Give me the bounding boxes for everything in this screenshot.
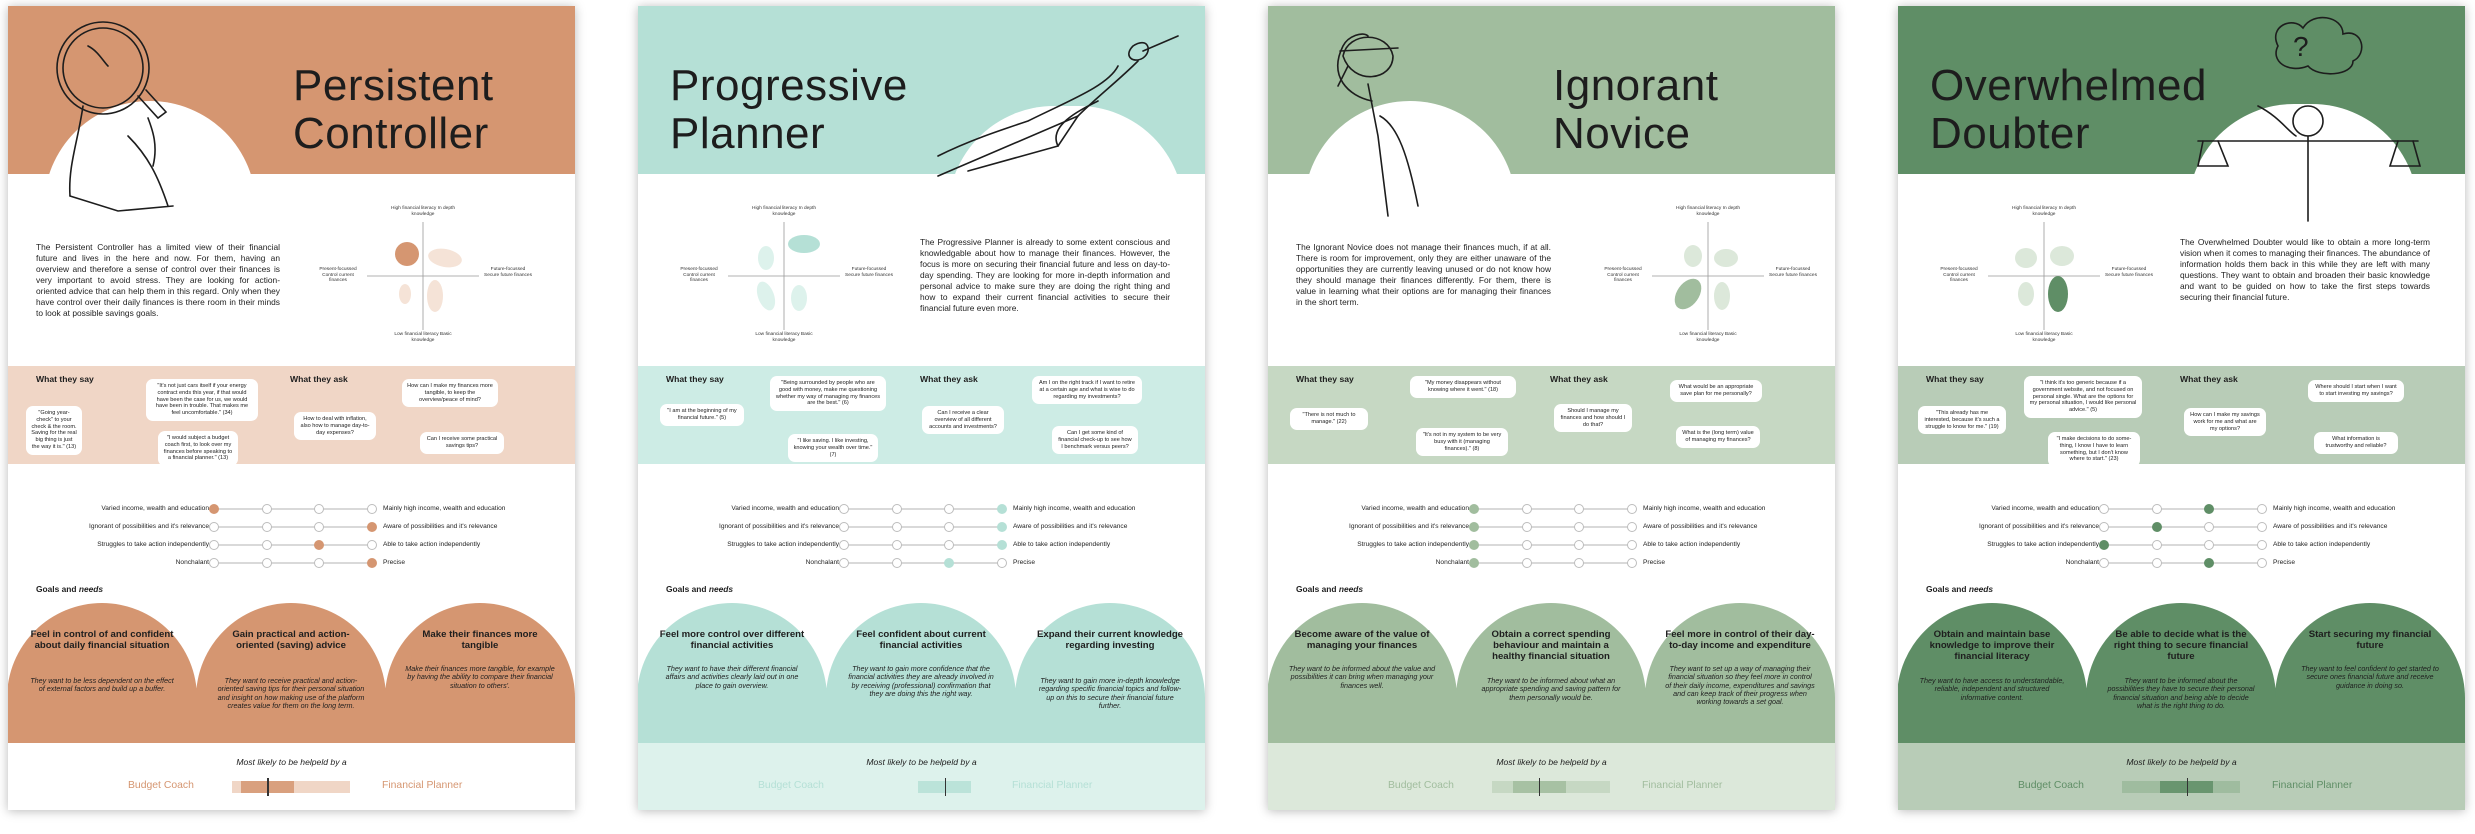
what-they-say-heading: What they say bbox=[666, 374, 724, 384]
goals-heading: Goals and needs bbox=[36, 584, 104, 594]
quote-bubble: "Being surrounded by people who are good with money, make me questioning whether my way of managing my finances are the best." (6) bbox=[770, 376, 886, 411]
quote-bubble: "I like saving. I like investing, knowing your wealth over time." (7) bbox=[788, 434, 878, 462]
trait-scale-dot bbox=[2152, 558, 2162, 568]
hero-banner bbox=[1898, 6, 2465, 174]
persona-title bbox=[1930, 62, 2207, 158]
goal-description: They want to set up a way of managing their financial situation so they feel more in control of their daily income, expenditures and savings and can keep track of their progress when working towards a set goal. bbox=[1665, 664, 1815, 707]
trait-scale-dot bbox=[314, 522, 324, 532]
helper-scale bbox=[2122, 781, 2240, 793]
helper-scale-marker bbox=[2187, 778, 2188, 796]
question-bubble: Should I manage my finances and how should I do that? bbox=[1554, 404, 1632, 432]
trait-scale-dot bbox=[892, 522, 902, 532]
trait-right-label: Precise bbox=[1643, 559, 1665, 566]
goal-title: Obtain and maintain base knowledge to improve their financial literacy bbox=[1929, 629, 2055, 662]
trait-scale-dot bbox=[1469, 522, 1479, 532]
persona-card-ignorant-novice bbox=[1268, 6, 1835, 810]
goals-heading: Goals and needs bbox=[666, 584, 734, 594]
goal-description: They want to receive practical and action-oriented saving tips for their personal situation and insight on how making use of the platform creates value for them on the long term. bbox=[217, 676, 365, 710]
trait-left-label: Struggles to take action independently bbox=[97, 541, 209, 548]
persona-card-persistent-controller bbox=[8, 6, 575, 810]
trait-right-label: Mainly high income, wealth and education bbox=[2273, 505, 2396, 512]
what-they-ask-heading: What they ask bbox=[290, 374, 348, 384]
trait-track bbox=[844, 526, 1002, 528]
title-line-1: Persistent bbox=[293, 61, 494, 110]
helper-question: Most likely to be helpeld by a bbox=[866, 757, 977, 767]
persona-description: The Ignorant Novice does not manage their finances much, if at all. There is room for improvement, only they are either unaware of the opportunities they are currently leaving unused or do not know how they should manage their finances differently. For them, there is value in learning what their options are for managing their finances in the short term. bbox=[1296, 242, 1551, 307]
trait-scale-dot bbox=[1522, 558, 1532, 568]
trait-left-label: Varied income, wealth and education bbox=[1361, 505, 1469, 512]
trait-scale-dot bbox=[839, 522, 849, 532]
trait-right-label: Aware of possibilities and it's relevance bbox=[1643, 523, 1758, 530]
trait-scale-dot bbox=[1574, 504, 1584, 514]
trait-left-label: Varied income, wealth and education bbox=[731, 505, 839, 512]
trait-scale-row bbox=[1898, 538, 2465, 552]
trait-left-label: Nonchalant bbox=[175, 559, 209, 566]
quote-bubble: "I make decisions to do some-thing, I know I have to learn something, but I don't know where to start." (23) bbox=[2048, 432, 2140, 467]
quote-bubble: "There is not much to manage." (22) bbox=[1290, 408, 1368, 430]
helper-scale-marker bbox=[945, 778, 946, 796]
persona-description: The Persistent Controller has a limited view of their financial future and lives in the here and now. For them, having an overview and therefore a sense of control over their finances is very important to avoid stress. They are looking for action-oriented advice that can help them in this regard. Only when they have control over their daily finances is there room in their minds to look at possible savings goals. bbox=[36, 242, 280, 318]
matrix-label-left: Present-focussed Control current finances bbox=[1940, 267, 1978, 284]
quadrant-petal-active bbox=[395, 242, 419, 266]
persona-title bbox=[293, 62, 494, 158]
trait-scale-dot bbox=[1574, 540, 1584, 550]
trait-left-label: Ignorant of possibilities and it's relevance bbox=[1348, 523, 1469, 530]
trait-scale-dot bbox=[2099, 540, 2109, 550]
trait-scale-dot bbox=[262, 522, 272, 532]
financial-planner-label: Financial Planner bbox=[2272, 780, 2353, 791]
what-they-say-heading: What they say bbox=[1926, 374, 1984, 384]
question-bubble: Am I on the right track if I want to retire at a certain age and what is wise to do regarding my investments? bbox=[1032, 376, 1142, 404]
trait-right-label: Precise bbox=[383, 559, 405, 566]
title-line-1: Progressive bbox=[670, 61, 908, 110]
say-ask-band bbox=[8, 366, 575, 464]
trait-scale-row bbox=[638, 556, 1205, 570]
trait-scale-dot bbox=[944, 522, 954, 532]
matrix-label-top: High financial literacy In depth knowledge bbox=[2012, 206, 2076, 217]
trait-scale-row bbox=[1268, 556, 1835, 570]
svg-text:?: ? bbox=[2293, 31, 2309, 62]
trait-scale-dot bbox=[1574, 558, 1584, 568]
trait-right-label: Aware of possibilities and it's relevance bbox=[1013, 523, 1128, 530]
what-they-ask-heading: What they ask bbox=[2180, 374, 2238, 384]
goals-heading: Goals and needs bbox=[1926, 584, 1994, 594]
trait-right-label: Precise bbox=[2273, 559, 2295, 566]
trait-right-label: Able to take action independently bbox=[1643, 541, 1741, 548]
trait-scale-dot bbox=[209, 540, 219, 550]
financial-planner-label: Financial Planner bbox=[1642, 780, 1723, 791]
goal-column bbox=[2275, 603, 2465, 743]
matrix-label-top: High financial literacy In depth knowledge bbox=[752, 206, 816, 217]
trait-scale-dot bbox=[1522, 504, 1532, 514]
persona-card-overwhelmed-doubter bbox=[1898, 6, 2465, 810]
trait-scale-dot bbox=[1627, 540, 1637, 550]
trait-scale-dot bbox=[367, 558, 377, 568]
goal-description: They want to gain more in-depth knowledge regarding specific financial topics and follow-up on this to secure their financial future further. bbox=[1038, 676, 1182, 710]
question-bubble: How can I make my finances more tangible, to keep the overview/peace of mind? bbox=[402, 379, 498, 407]
trait-scale-dot bbox=[262, 558, 272, 568]
question-bubble: What is the (long term) value of managing my finances? bbox=[1676, 426, 1760, 448]
quote-bubble: "I think it's too generic because if a government website, and not focused on personal single. What are the options for my personal situation, I would like personal advice." (5) bbox=[2024, 376, 2142, 418]
confused-person-illustration bbox=[1268, 6, 1835, 236]
goal-column bbox=[826, 603, 1016, 743]
trait-scale-dot bbox=[1627, 504, 1637, 514]
goal-title: Make their finances more tangible bbox=[422, 629, 538, 651]
goal-column bbox=[196, 603, 386, 743]
title-line-2: Planner bbox=[670, 109, 826, 158]
say-ask-band bbox=[1268, 366, 1835, 464]
matrix-label-right: Future-focussed Secure future finances bbox=[845, 267, 893, 278]
trait-scale-dot bbox=[2204, 504, 2214, 514]
trait-scale-dot bbox=[1469, 540, 1479, 550]
trait-scale-dot bbox=[997, 558, 1007, 568]
goal-column bbox=[1645, 603, 1835, 743]
trait-scale-dot bbox=[209, 522, 219, 532]
trait-scale-dot bbox=[2204, 540, 2214, 550]
matrix-label-bottom: Low financial literacy Basic knowledge bbox=[2015, 332, 2073, 343]
question-bubble: Can I get some kind of financial check-up to see how I benchmark versus peers? bbox=[1052, 426, 1138, 454]
trait-track bbox=[1474, 562, 1632, 564]
quadrant-petal-active bbox=[1669, 274, 1707, 314]
goal-title: Gain practical and action-oriented (saving) advice bbox=[232, 629, 350, 651]
question-bubble: How can I make my savings work for me and what are my options? bbox=[2184, 408, 2266, 436]
question-bubble: Where should I start when I want to start investing my savings? bbox=[2308, 380, 2404, 402]
goal-description: They want to be informed about the value and possibilities it can bring when managing your finances well. bbox=[1288, 664, 1436, 690]
trait-scale-dot bbox=[2099, 522, 2109, 532]
matrix-label-left: Present-focussed Control current finances bbox=[1604, 267, 1642, 284]
trait-scale-row bbox=[1898, 556, 2465, 570]
trait-scale-row bbox=[638, 502, 1205, 516]
say-ask-band bbox=[1898, 366, 2465, 464]
budget-coach-label: Budget Coach bbox=[1388, 780, 1454, 791]
trait-track bbox=[214, 526, 372, 528]
trait-left-label: Nonchalant bbox=[2065, 559, 2099, 566]
quote-bubble: "It's not in my system to be very busy with it (managing finances)." (8) bbox=[1416, 428, 1508, 456]
goal-description: They want to have access to understandable, reliable, independent and structured informative content. bbox=[1919, 676, 2065, 702]
goal-description: They want to be informed about the possibilities they have to secure their personal financial situation and being able to decide what is the right thing to do. bbox=[2107, 676, 2255, 710]
quadrant-petal-active bbox=[2048, 276, 2068, 312]
persona-matrix bbox=[1934, 206, 2154, 346]
goal-column bbox=[1456, 603, 1646, 743]
helper-scale bbox=[232, 781, 350, 793]
matrix-label-bottom: Low financial literacy Basic knowledge bbox=[755, 332, 813, 343]
matrix-label-top: High financial literacy In depth knowledge bbox=[1676, 206, 1740, 217]
quote-bubble: "This already has me interested, because it's such a struggle to know for me." (19) bbox=[1918, 406, 2006, 434]
trait-scale-dot bbox=[997, 522, 1007, 532]
trait-scale-dot bbox=[2099, 504, 2109, 514]
title-line-2: Novice bbox=[1553, 109, 1691, 158]
trait-scale-dot bbox=[2152, 504, 2162, 514]
title-line-2: Doubter bbox=[1930, 109, 2091, 158]
helper-footer bbox=[8, 743, 575, 810]
budget-coach-label: Budget Coach bbox=[2018, 780, 2084, 791]
matrix-label-left: Present-focussed Control current finances bbox=[319, 267, 357, 284]
goal-title: Become aware of the value of managing your finances bbox=[1294, 629, 1430, 651]
trait-right-label: Mainly high income, wealth and education bbox=[1643, 505, 1766, 512]
trait-scale-row bbox=[1898, 520, 2465, 534]
trait-scale-row bbox=[638, 520, 1205, 534]
goal-column bbox=[2086, 603, 2276, 743]
trait-scale-row bbox=[8, 538, 575, 552]
trait-right-label: Aware of possibilities and it's relevance bbox=[2273, 523, 2388, 530]
matrix-label-top: High financial literacy In depth knowledge bbox=[391, 206, 455, 217]
trait-scale-dot bbox=[209, 558, 219, 568]
goal-title: Start securing my financial future bbox=[2308, 629, 2432, 651]
trait-left-label: Ignorant of possibilities and it's relevance bbox=[1978, 523, 2099, 530]
trait-scale-row bbox=[8, 502, 575, 516]
trait-scale-dot bbox=[997, 504, 1007, 514]
trait-scale-dot bbox=[2257, 558, 2267, 568]
trait-track bbox=[2104, 562, 2262, 564]
trait-scale-dot bbox=[944, 558, 954, 568]
goals-heading: Goals and needs bbox=[1296, 584, 1364, 594]
trait-track bbox=[2104, 526, 2262, 528]
trait-scale-row bbox=[1898, 502, 2465, 516]
trait-track bbox=[2104, 544, 2262, 546]
budget-coach-label: Budget Coach bbox=[128, 780, 194, 791]
goal-description: They want to feel confident to get started to secure ones financial future and receive guidance in doing so. bbox=[2301, 664, 2439, 690]
goal-description: They want to have their different financial affairs and activities clearly laid out in one place to gain overview. bbox=[665, 664, 799, 690]
trait-right-label: Aware of possibilities and it's relevance bbox=[383, 523, 498, 530]
trait-left-label: Ignorant of possibilities and it's relevance bbox=[88, 523, 209, 530]
trait-scale-dot bbox=[2257, 504, 2267, 514]
what-they-ask-heading: What they ask bbox=[920, 374, 978, 384]
trait-right-label: Mainly high income, wealth and education bbox=[1013, 505, 1136, 512]
trait-left-label: Nonchalant bbox=[805, 559, 839, 566]
goal-description: They want to be less dependent on the effect of external factors and build up a buffer. bbox=[30, 676, 174, 694]
trait-track bbox=[1474, 544, 1632, 546]
goal-column bbox=[8, 603, 197, 743]
trait-left-label: Struggles to take action independently bbox=[1987, 541, 2099, 548]
title-line-1: Overwhelmed bbox=[1930, 61, 2207, 110]
trait-scale-dot bbox=[839, 504, 849, 514]
question-bubble: How to deal with inflation, also how to manage day-to-day expenses? bbox=[294, 412, 376, 440]
persona-title bbox=[1553, 62, 1718, 158]
trait-scale-dot bbox=[2204, 558, 2214, 568]
goal-title: Feel confident about current financial activities bbox=[856, 629, 986, 651]
helper-footer bbox=[638, 743, 1205, 810]
trait-scale-dot bbox=[944, 504, 954, 514]
matrix-label-right: Future-focussed Secure future finances bbox=[2105, 267, 2153, 278]
trait-scale-row bbox=[1268, 520, 1835, 534]
trait-scale-dot bbox=[1522, 522, 1532, 532]
hero-banner bbox=[638, 6, 1205, 174]
trait-scale-dot bbox=[367, 522, 377, 532]
financial-planner-label: Financial Planner bbox=[1012, 780, 1093, 791]
trait-scale-dot bbox=[839, 558, 849, 568]
trait-left-label: Varied income, wealth and education bbox=[101, 505, 209, 512]
trait-right-label: Able to take action independently bbox=[2273, 541, 2371, 548]
trait-scale-dot bbox=[2152, 522, 2162, 532]
trait-track bbox=[214, 508, 372, 510]
trait-scale-dot bbox=[262, 504, 272, 514]
persona-title bbox=[670, 62, 908, 158]
goal-title: Be able to decide what is the right thing to secure financial future bbox=[2113, 629, 2249, 662]
trait-scale-dot bbox=[892, 504, 902, 514]
goal-description: They want to gain more confidence that the financial activities they are already involved in by receiving (professional) confirmation that they are doing this the right way. bbox=[848, 664, 994, 698]
trait-scale-row bbox=[1268, 502, 1835, 516]
trait-scale-dot bbox=[1469, 558, 1479, 568]
trait-scale-dot bbox=[209, 504, 219, 514]
helper-scale bbox=[1492, 781, 1610, 793]
what-they-ask-heading: What they ask bbox=[1550, 374, 1608, 384]
title-line-2: Controller bbox=[293, 109, 489, 158]
helper-question: Most likely to be helpeld by a bbox=[1496, 757, 1607, 767]
trait-left-label: Struggles to take action independently bbox=[727, 541, 839, 548]
trait-scale-dot bbox=[2152, 540, 2162, 550]
goal-column bbox=[1015, 603, 1205, 743]
goal-title: Expand their current knowledge regarding investing bbox=[1036, 629, 1184, 651]
trait-track bbox=[844, 544, 1002, 546]
trait-track bbox=[844, 562, 1002, 564]
say-ask-band bbox=[638, 366, 1205, 464]
trait-scale-dot bbox=[367, 540, 377, 550]
trait-scale-dot bbox=[1574, 522, 1584, 532]
persona-matrix bbox=[313, 206, 533, 346]
helper-question: Most likely to be helpeld by a bbox=[2126, 757, 2237, 767]
trait-track bbox=[1474, 526, 1632, 528]
persona-matrix bbox=[1598, 206, 1818, 346]
goal-title: Feel more in control of their day-to-day income and expenditure bbox=[1665, 629, 1815, 651]
helper-scale bbox=[862, 781, 980, 793]
goal-title: Obtain a correct spending behaviour and maintain a healthy financial situation bbox=[1491, 629, 1611, 662]
trait-right-label: Mainly high income, wealth and education bbox=[383, 505, 506, 512]
question-bubble: What would be an appropriate save plan for me personally? bbox=[1670, 380, 1762, 402]
quote-bubble: "I would subject a budget coach first, to look over my finances before speaking to a financial planner." (13) bbox=[158, 431, 238, 466]
trait-right-label: Able to take action independently bbox=[383, 541, 481, 548]
helper-footer bbox=[1268, 743, 1835, 810]
trait-track bbox=[214, 544, 372, 546]
persona-matrix bbox=[674, 206, 894, 346]
trait-scale-dot bbox=[367, 504, 377, 514]
trait-scale-dot bbox=[314, 558, 324, 568]
helper-scale-marker bbox=[1539, 778, 1540, 796]
trait-scale-dot bbox=[2257, 522, 2267, 532]
quote-bubble: "I am at the beginning of my financial future." (5) bbox=[660, 404, 744, 426]
persona-description: The Overwhelmed Doubter would like to obtain a more long-term vision when it comes to managing their finances. The abundance of information holds them back in this while they are left with many questions. They want to obtain and broaden their basic knowledge and want to be guided on how to take the first steps towards securing their financial future. bbox=[2180, 237, 2430, 302]
question-bubble: Can I receive a clear overview of all different accounts and investments? bbox=[922, 406, 1004, 434]
trait-scale-dot bbox=[1627, 558, 1637, 568]
goal-column bbox=[638, 603, 827, 743]
trait-scale-dot bbox=[262, 540, 272, 550]
persona-card-progressive-planner bbox=[638, 6, 1205, 810]
question-bubble: Can I receive some practical savings tips? bbox=[420, 432, 504, 454]
matrix-label-bottom: Low financial literacy Basic knowledge bbox=[394, 332, 452, 343]
trait-scale-dot bbox=[2204, 522, 2214, 532]
goal-title: Feel in control of and confident about daily financial situation bbox=[30, 629, 174, 651]
goal-column bbox=[385, 603, 575, 743]
persona-description: The Progressive Planner is already to some extent conscious and knowledgable about how to manage their finances. However, the focus is more on securing their financial future and less on day-to-day spending. They are looking for more in-depth information and personal advice to make sure they are doing the right thing and how to expand their current financial activities to secure their financial future even more. bbox=[920, 237, 1170, 313]
trait-scale-row bbox=[8, 520, 575, 534]
goal-description: They want to be informed about what an appropriate spending and saving pattern for them personally would be. bbox=[1481, 676, 1621, 702]
quote-bubble: "Going year-check" to your check & the room. Saving for the real big thing is just the way it is." (13) bbox=[26, 406, 82, 455]
trait-scale-dot bbox=[2099, 558, 2109, 568]
helper-question: Most likely to be helpeld by a bbox=[236, 757, 347, 767]
trait-scale-dot bbox=[314, 504, 324, 514]
helper-footer bbox=[1898, 743, 2465, 810]
goal-column bbox=[1898, 603, 2087, 743]
trait-scale-dot bbox=[892, 558, 902, 568]
question-bubble: What information is trustworthy and reliable? bbox=[2314, 432, 2398, 454]
budget-coach-label: Budget Coach bbox=[758, 780, 824, 791]
trait-scale-dot bbox=[1522, 540, 1532, 550]
trait-scale-row bbox=[1268, 538, 1835, 552]
helper-scale-marker bbox=[267, 778, 268, 796]
matrix-label-right: Future-focussed Secure future finances bbox=[484, 267, 532, 278]
matrix-label-left: Present-focussed Control current finances bbox=[680, 267, 718, 284]
trait-scale-dot bbox=[1469, 504, 1479, 514]
trait-track bbox=[2104, 508, 2262, 510]
hero-banner bbox=[1268, 6, 1835, 174]
matrix-label-bottom: Low financial literacy Basic knowledge bbox=[1679, 332, 1737, 343]
trait-scale-dot bbox=[944, 540, 954, 550]
title-line-1: Ignorant bbox=[1553, 61, 1719, 110]
quote-bubble: "My money disappears without knowing where it went." (18) bbox=[1410, 376, 1516, 398]
trait-scale-dot bbox=[997, 540, 1007, 550]
trait-right-label: Precise bbox=[1013, 559, 1035, 566]
goal-title: Feel more control over different financial activities bbox=[659, 629, 805, 651]
trait-scale-row bbox=[638, 538, 1205, 552]
trait-left-label: Nonchalant bbox=[1435, 559, 1469, 566]
trait-left-label: Ignorant of possibilities and it's relevance bbox=[718, 523, 839, 530]
trait-scale-row bbox=[8, 556, 575, 570]
what-they-say-heading: What they say bbox=[1296, 374, 1354, 384]
trait-track bbox=[1474, 508, 1632, 510]
quadrant-petal-active bbox=[788, 235, 820, 253]
trait-scale-dot bbox=[892, 540, 902, 550]
trait-left-label: Struggles to take action independently bbox=[1357, 541, 1469, 548]
goal-description: Make their finances more tangible, for example by having the ability to compare their financial situation to others'. bbox=[405, 664, 555, 690]
trait-right-label: Able to take action independently bbox=[1013, 541, 1111, 548]
trait-scale-dot bbox=[2257, 540, 2267, 550]
financial-planner-label: Financial Planner bbox=[382, 780, 463, 791]
trait-scale-dot bbox=[1627, 522, 1637, 532]
what-they-say-heading: What they say bbox=[36, 374, 94, 384]
trait-track bbox=[844, 508, 1002, 510]
trait-scale-dot bbox=[839, 540, 849, 550]
quote-bubble: "It's not just cars itself if your energy contract ends this year, if that would have been the case for us, we would have been in trouble. That makes me feel uncomfortable." (34) bbox=[146, 379, 258, 421]
trait-scale-dot bbox=[314, 540, 324, 550]
hero-banner bbox=[8, 6, 575, 174]
matrix-label-right: Future-focussed Secure future finances bbox=[1769, 267, 1817, 278]
trait-left-label: Varied income, wealth and education bbox=[1991, 505, 2099, 512]
goal-column bbox=[1268, 603, 1457, 743]
trait-track bbox=[214, 562, 372, 564]
